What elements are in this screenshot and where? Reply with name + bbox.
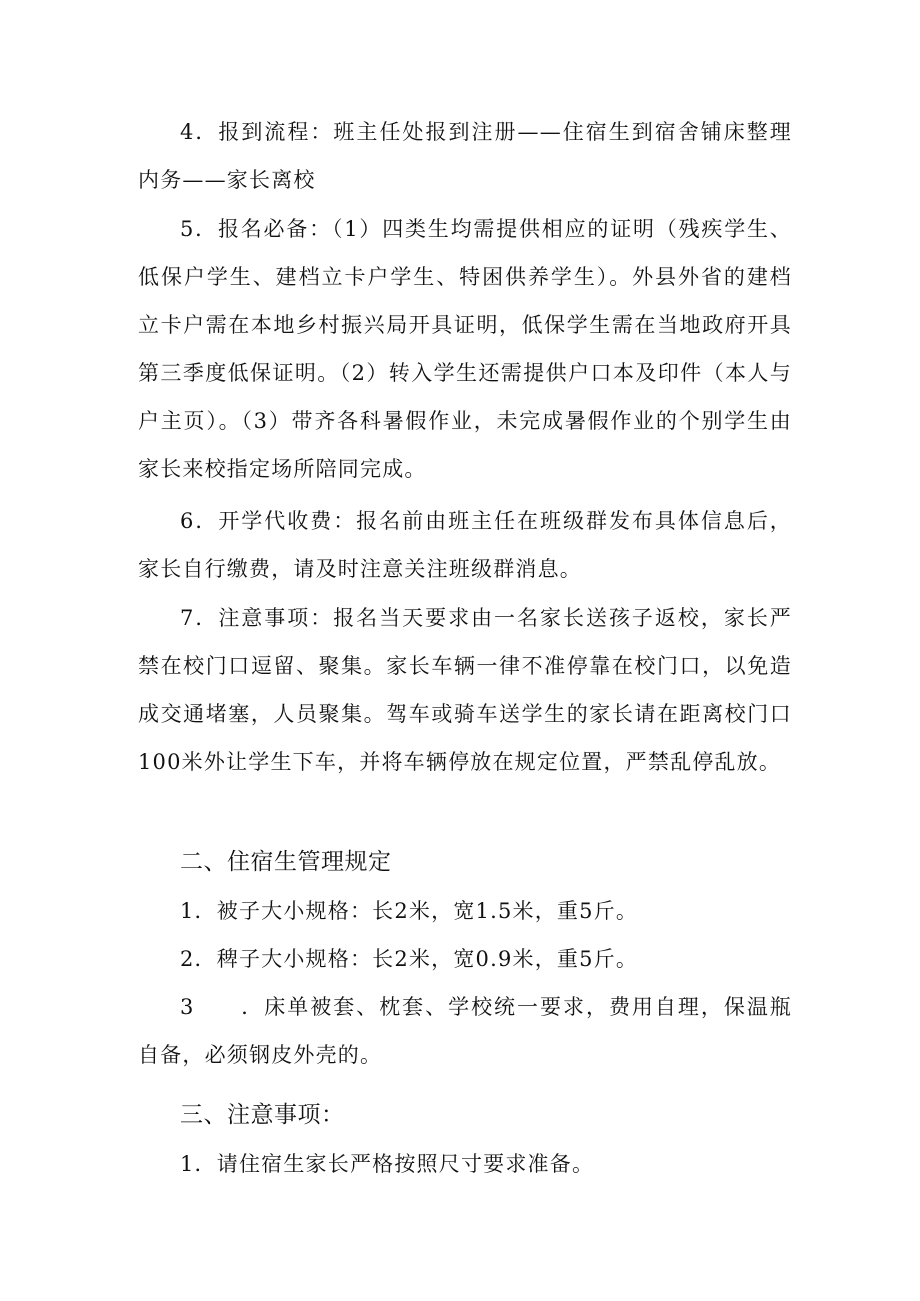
list-item: 1．被子大小规格：长2米，宽1.5米，重5斤。 [180, 899, 639, 923]
list-item: 3 ．床单被套、枕套、学校统一要求，费用自理，保温瓶自备，必须钢皮外壳的。 [138, 995, 792, 1067]
paragraph-registration-process: 4．报到流程：班主任处报到注册——住宿生到宿舍铺床整理内务——家长离校 [138, 120, 792, 192]
list-item: 1．请住宿生家长严格按照尺寸要求准备。 [180, 1152, 595, 1176]
paragraph-fees: 6．开学代收费：报名前由班主任在班级群发布具体信息后，家长自行缴费，请及时注意关注班级群消息。 [138, 509, 792, 581]
paragraph-registration-requirements: 5．报名必备：（1）四类生均需提供相应的证明（残疾学生、低保户学生、建档立卡户学生、特困供养学生）。外县外省的建档立卡户需在本地乡村振兴局开具证明，低保学生需在当地政府开具第三季度低保证明。（2）转入学生还需提供户口本及印件（本人与户主页）。（3）带齐各科暑假作业，未完成暑假作业的个别学生由家长来校指定场所陪同完成。 [138, 217, 792, 481]
section-heading-dormitory-rules: 二、住宿生管理规定 [180, 849, 392, 875]
list-item: 2．稗子大小规格：长2米，宽0.9米，重5斤。 [180, 947, 639, 971]
section-heading-notices: 三、注意事项： [180, 1102, 345, 1128]
paragraph-notices: 7．注意事项：报名当天要求由一名家长送孩子返校，家长严禁在校门口逗留、聚集。家长车辆一律不准停靠在校门口，以免造成交通堵塞，人员聚集。驾车或骑车送学生的家长请在距离校门口100米外让学生下车，并将车辆停放在规定位置，严禁乱停乱放。 [138, 606, 792, 774]
